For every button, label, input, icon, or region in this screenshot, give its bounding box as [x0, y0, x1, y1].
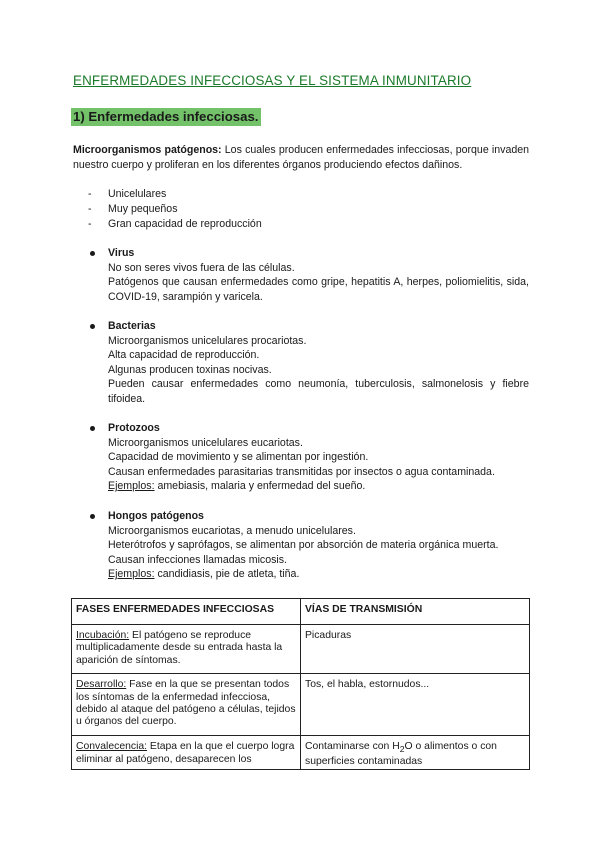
bacterias-block	[88, 319, 529, 407]
bacterias-heading: Bacterias	[108, 320, 156, 332]
table-row	[72, 736, 530, 770]
phase-cell: Convalecencia: Etapa en la que el cuerpo logra eliminar al patógeno, desaparecen los	[72, 736, 301, 770]
document-title: ENFERMEDADES INFECCIOSAS Y EL SISTEMA INMUNITARIO	[73, 73, 472, 88]
transmission-cell: Tos, el habla, estornudos...	[301, 674, 530, 736]
intro-text: Los cuales producen enfermedades infecciosas, porque invaden nuestro cuerpo y proliferan en los diferentes órganos produciendo efectos dañinos.	[73, 144, 530, 171]
table-row	[72, 625, 530, 674]
transmission-cell: Contaminarse con $H_2O$ o alimentos o con superficies contaminadas	[301, 736, 530, 770]
bacterias-line: Algunas producen toxinas nocivas.	[108, 363, 272, 376]
table-header-transmission: VÍAS DE TRANSMISIÓN	[301, 599, 530, 625]
list-item: - Muy pequeños	[88, 203, 178, 215]
hongos-block	[88, 509, 529, 582]
bullet-icon	[90, 251, 95, 256]
bacterias-line: Microorganismos unicelulares procariotas.	[108, 334, 307, 347]
hongos-line: Causan infecciones llamadas micosis.	[108, 553, 287, 566]
protozoos-line: Capacidad de movimiento y se alimentan por ingestión.	[108, 451, 369, 464]
phase-cell: Incubación: El patógeno se reproduce multiplicadamente desde su entrada hasta la aparición de síntomas.	[72, 625, 301, 674]
bacterias-line: Pueden causar enfermedades como neumonía, tuberculosis, salmonelosis y fiebre tifoidea.	[108, 378, 529, 405]
section-heading: 1) Enfermedades infecciosas.	[71, 108, 261, 126]
bullet-icon	[90, 324, 95, 329]
table-row	[72, 674, 530, 736]
phases-table	[71, 598, 530, 770]
table-header-row	[72, 599, 530, 625]
intro-term: Microorganismos patógenos:	[73, 144, 222, 156]
protozoos-line: Microorganismos unicelulares eucariotas.	[108, 436, 303, 449]
bacterias-line: Alta capacidad de reproducción.	[108, 349, 260, 362]
intro-paragraph	[73, 143, 529, 172]
virus-line: No son seres vivos fuera de las células.	[108, 261, 295, 274]
dash-marker: -	[88, 188, 92, 200]
protozoos-line: Causan enfermedades parasitarias transmitidas por insectos o agua contaminada.	[108, 465, 495, 478]
hongos-heading: Hongos patógenos	[108, 510, 204, 522]
protozoos-examples: Ejemplos: amebiasis, malaria y enfermedad del sueño.	[108, 480, 366, 493]
bullet-icon	[90, 514, 95, 519]
transmission-cell: Picaduras	[301, 625, 530, 674]
virus-line: Patógenos que causan enfermedades como gripe, hepatitis A, herpes, poliomielitis, sida, COVID-19, sarampión y varicela.	[108, 276, 529, 303]
dash-marker: -	[88, 203, 92, 215]
virus-block	[88, 246, 529, 304]
hongos-line: Microorganismos eucariotas, a menudo unicelulares.	[108, 524, 356, 537]
table-header-phases: FASES ENFERMEDADES INFECCIOSAS	[72, 599, 301, 625]
bullet-icon	[90, 426, 95, 431]
virus-heading: Virus	[108, 247, 135, 259]
characteristics-list	[88, 187, 262, 232]
hongos-line: Heterótrofos y saprófagos, se alimentan por absorción de materia orgánica muerta.	[108, 539, 499, 552]
protozoos-heading: Protozoos	[108, 422, 160, 434]
dash-marker: -	[88, 218, 92, 230]
list-item: - Unicelulares	[88, 188, 167, 200]
hongos-examples: Ejemplos: candidiasis, pie de atleta, tiña.	[108, 568, 300, 581]
phase-cell: Desarrollo: Fase en la que se presentan todos los síntomas de la enfermedad infecciosa, debido al ataque del patógeno a células, tejidos u órganos del cuerpo.	[72, 674, 301, 736]
protozoos-block	[88, 421, 529, 494]
list-item: - Gran capacidad de reproducción	[88, 218, 262, 230]
